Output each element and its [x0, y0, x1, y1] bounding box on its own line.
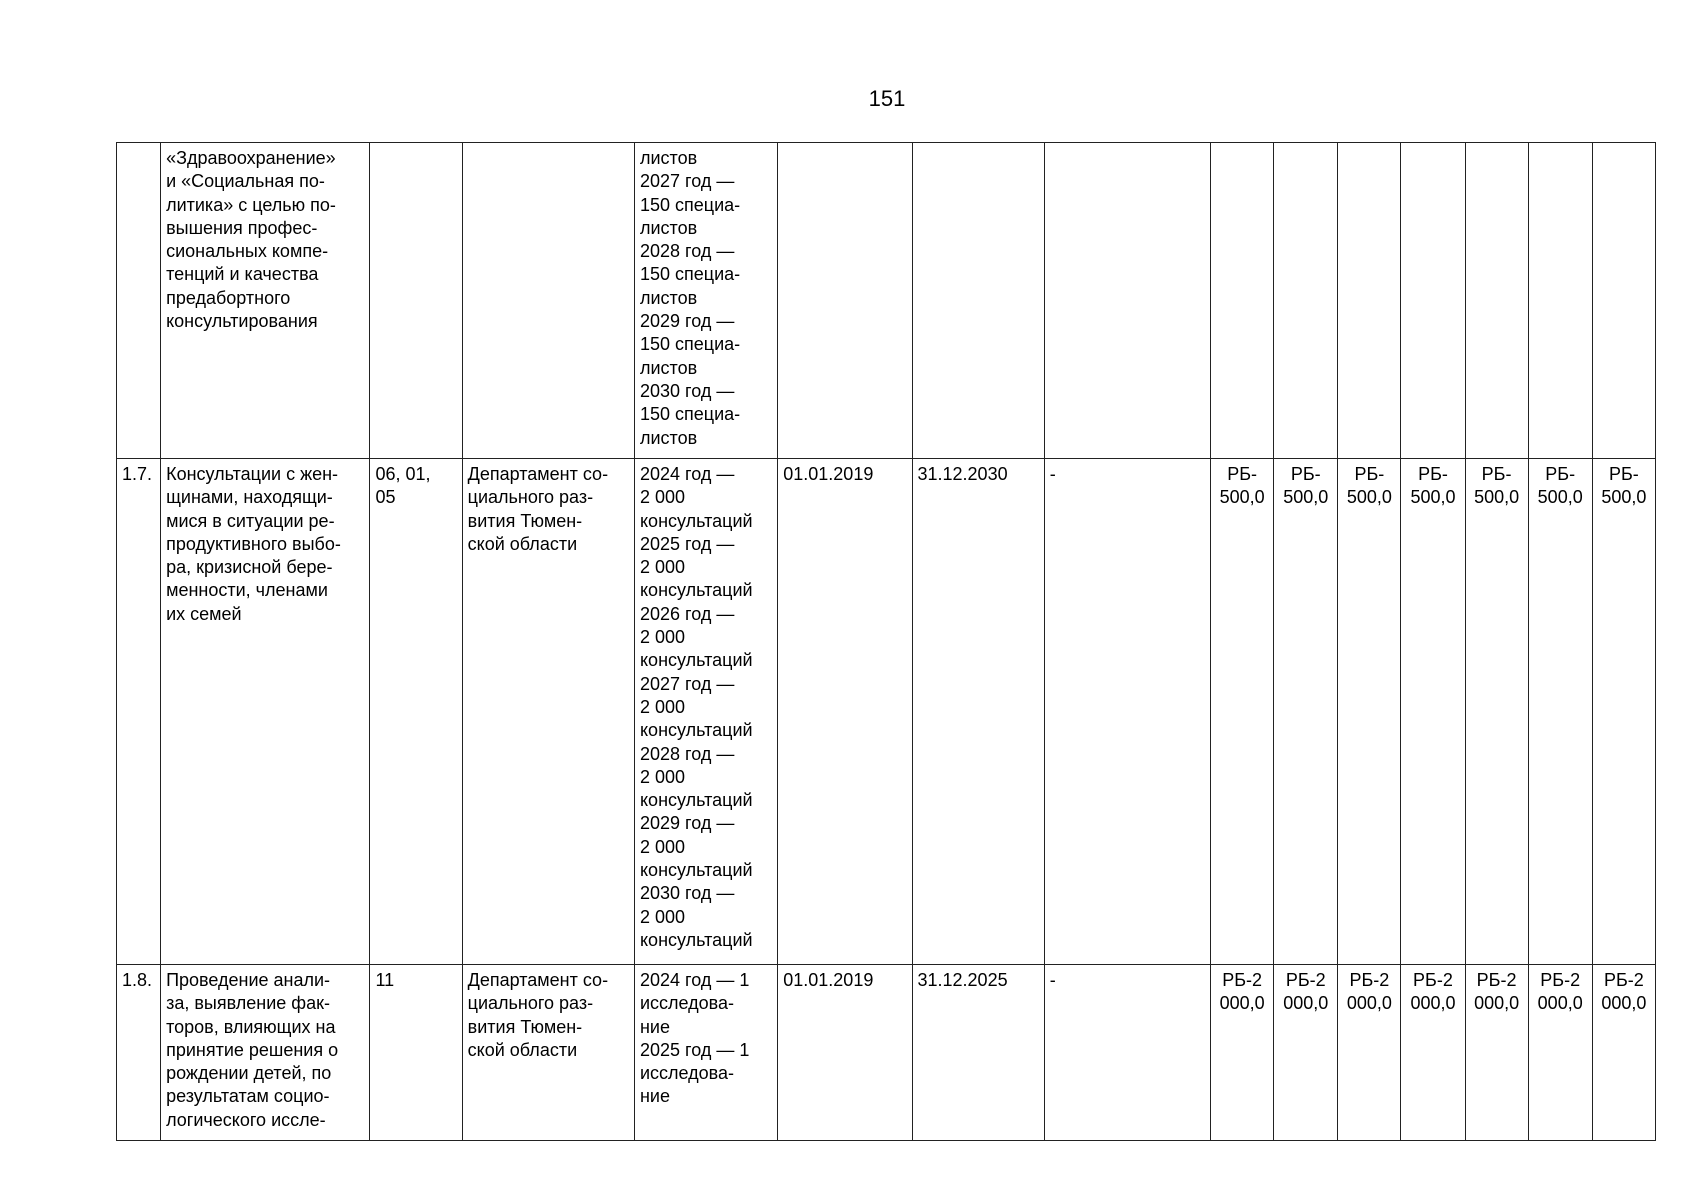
funding-cell: РБ-2 000,0 — [1401, 965, 1465, 1141]
funding-cell: РБ- 500,0 — [1211, 459, 1274, 965]
funding-cell: РБ-2 000,0 — [1528, 965, 1592, 1141]
executor-cell: Департамент со- циального раз- вития Тюмен- ской области — [462, 965, 634, 1141]
code-cell — [370, 143, 462, 459]
end-date — [912, 143, 1044, 459]
note-cell: - — [1044, 459, 1210, 965]
activity-name: Консультации с жен- щинами, находящи- мися в ситуации ре- продуктивного выбо- ра, кризисной бере- менности, членами их семей — [161, 459, 370, 965]
start-date — [778, 143, 912, 459]
note-cell: - — [1044, 965, 1210, 1141]
indicator-cell: 2024 год — 1 исследова- ние 2025 год — 1 исследова- ние — [634, 965, 777, 1141]
funding-cell — [1401, 143, 1465, 459]
end-date: 31.12.2025 — [912, 965, 1044, 1141]
code-cell: 11 — [370, 965, 462, 1141]
program-table — [116, 142, 1656, 1141]
funding-cell: РБ-2 000,0 — [1211, 965, 1274, 1141]
funding-cell: РБ- 500,0 — [1338, 459, 1401, 965]
table-row — [117, 965, 1656, 1141]
funding-cell: РБ-2 000,0 — [1592, 965, 1655, 1141]
row-number — [117, 143, 161, 459]
funding-cell — [1211, 143, 1274, 459]
indicator-cell: листов 2027 год — 150 специа- листов 2028 год — 150 специа- листов 2029 год — 150 специа- листов 2030 год — 150 специа- листов — [634, 143, 777, 459]
table-row — [117, 459, 1656, 965]
indicator-cell: 2024 год — 2 000 консультаций 2025 год — 2 000 консультаций 2026 год — 2 000 консультаций 2027 год — 2 000 консультаций 2028 год — 2 000 консультаций 2029 год — 2 000 консультаций 2030 год — 2 000 консультаций — [634, 459, 777, 965]
funding-cell: РБ- 500,0 — [1274, 459, 1338, 965]
funding-cell: РБ-2 000,0 — [1338, 965, 1401, 1141]
funding-cell: РБ-2 000,0 — [1465, 965, 1528, 1141]
funding-cell: РБ-2 000,0 — [1274, 965, 1338, 1141]
activity-name: «Здравоохранение» и «Социальная по- литика» с целью по- вышения профес- сиональных компе- тенций и качества предабортного консультирования — [161, 143, 370, 459]
funding-cell — [1592, 143, 1655, 459]
funding-cell — [1465, 143, 1528, 459]
page-number: 151 — [868, 86, 906, 111]
funding-cell: РБ- 500,0 — [1592, 459, 1655, 965]
table-row — [117, 143, 1656, 459]
row-number: 1.8. — [117, 965, 161, 1141]
executor-cell: Департамент со- циального раз- вития Тюмен- ской области — [462, 459, 634, 965]
funding-cell: РБ- 500,0 — [1401, 459, 1465, 965]
end-date: 31.12.2030 — [912, 459, 1044, 965]
start-date: 01.01.2019 — [778, 965, 912, 1141]
funding-cell — [1274, 143, 1338, 459]
note-cell — [1044, 143, 1210, 459]
row-number: 1.7. — [117, 459, 161, 965]
executor-cell — [462, 143, 634, 459]
funding-cell: РБ- 500,0 — [1528, 459, 1592, 965]
activity-name: Проведение анали- за, выявление фак- торов, влияющих на принятие решения о рождении детей, по результатам социо- логического иссле- — [161, 965, 370, 1141]
code-cell: 06, 01, 05 — [370, 459, 462, 965]
funding-cell — [1338, 143, 1401, 459]
funding-cell: РБ- 500,0 — [1465, 459, 1528, 965]
start-date: 01.01.2019 — [778, 459, 912, 965]
funding-cell — [1528, 143, 1592, 459]
